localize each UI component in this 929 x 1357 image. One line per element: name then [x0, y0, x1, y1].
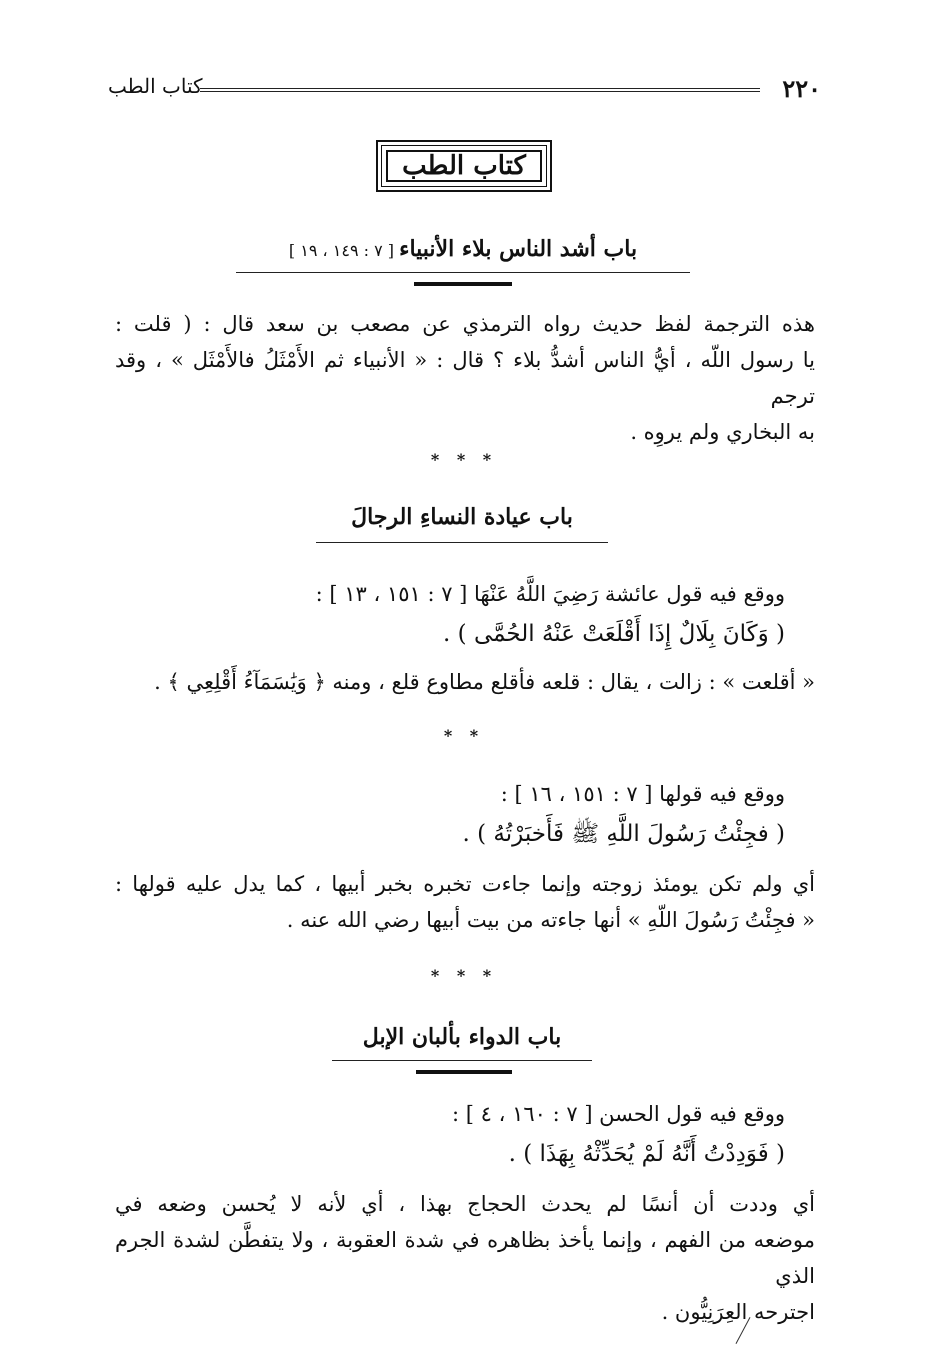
text-line: أي وددت أن أنسًا لم يحدث الحجاج بهذا ، أي لأنه لا يُحسن وضعه في: [115, 1192, 815, 1216]
text-line: به البخاري ولم يروِه .: [630, 420, 815, 444]
book-title: كتاب الطب: [402, 151, 526, 181]
book-title-frame: [376, 140, 552, 192]
chapter-3-intro: [115, 1096, 785, 1132]
text-line: ووقع فيه قول عائشة رَضِيَ اللَّهُ عَنْهَا [ ٧ : ١٥١ ، ١٣ ] :: [315, 582, 785, 606]
chapter-title: باب عيادة النساءِ الرجالَ: [351, 504, 573, 530]
hadith-quote: [115, 616, 785, 652]
chapter-title: باب أشد الناس بلاء الأنبياء: [399, 236, 638, 262]
text-line: ووقع فيه قول الحسن [ ٧ : ١٦٠ ، ٤ ] :: [452, 1102, 785, 1126]
book-title-inner-frame: [386, 150, 542, 182]
hadith-quote: [115, 1136, 785, 1172]
text-line: أي ولم تكن يومئذ زوجته وإنما جاءت تخبره بخبر أبيها ، كما يدل عليه قولها :: [115, 872, 815, 896]
separator-stars: * * *: [430, 966, 498, 985]
heading-underline: [332, 1060, 592, 1061]
chapter-2-intro-2: [115, 776, 785, 812]
header-rule: [200, 88, 760, 92]
separator-stars: * * *: [430, 450, 498, 469]
chapter-heading-2: [316, 504, 608, 530]
heading-thick-rule: [414, 282, 512, 286]
text-line: موضعه من الفهم ، وإنما يأخذ بظاهره في شدة العقوبة ، ولا يتفطَّن لشدة الجرم الذي: [115, 1228, 815, 1288]
page-number: ٢٢٠: [782, 74, 821, 103]
text-line: « فجِئْتُ رَسُولَ اللّهِ » أنها جاءته من بيت أبيها رضي الله عنه .: [286, 908, 815, 932]
heading-thick-rule: [416, 1070, 512, 1074]
chapter-title: باب الدواء بألبان الإبل: [362, 1024, 562, 1050]
text-line: ووقع فيه قولها [ ٧ : ١٥١ ، ١٦ ] :: [500, 782, 785, 806]
hadith-quote: [115, 816, 785, 852]
text-line: « أقلعت » : زالت ، يقال : قلعه فأقلع مطاوع قلع ، ومنه ﴿ وَيَٰسَمَآءُ أَقْلِعِي ﴾ .: [154, 670, 815, 694]
text-line: ( فَوَدِدْتُ أَنَّهُ لَمْ يُحَدِّثْهُ بِهَذَا ) .: [508, 1141, 785, 1167]
running-header: [0, 74, 929, 104]
text-line: ( وَكَانَ بِلَالٌ إِذَا أَقْلَعَتْ عَنْهُ الحُمَّى ) .: [443, 621, 785, 647]
running-title: كتاب الطب: [108, 74, 203, 98]
heading-underline: [316, 542, 608, 543]
chapter-heading-3: [332, 1024, 592, 1050]
chapter-2-commentary: [115, 866, 815, 938]
chapter-2-intro: [115, 576, 785, 612]
text-line: ( فجِئْتُ رَسُولَ اللَّهِ ﷺ فَأَخبَرْتُهُ ) .: [462, 821, 785, 847]
text-line: هذه الترجمة لفظ حديث رواه الترمذي عن مصعب بن سعد قال : ( قلت :: [115, 312, 815, 336]
text-line: اجترحه العِرَنِيُّون .: [661, 1300, 815, 1324]
text-line: يا رسول اللّه ، أيُّ الناس أشدُّ بلاء ؟ قال : « الأنبياء ثم الأَمْثَلُ فالأَمْثَل » ، وقد ترجم: [115, 348, 815, 408]
chapter-heading-1: [236, 236, 690, 262]
separator-stars: * *: [443, 726, 485, 745]
gloss-line: [115, 664, 815, 700]
chapter-reference: [ ٧ : ١٤٩ ، ١٩ ]: [288, 241, 395, 260]
heading-underline: [236, 272, 690, 273]
chapter-3-commentary: [115, 1186, 815, 1330]
chapter-1-body: [115, 306, 815, 450]
